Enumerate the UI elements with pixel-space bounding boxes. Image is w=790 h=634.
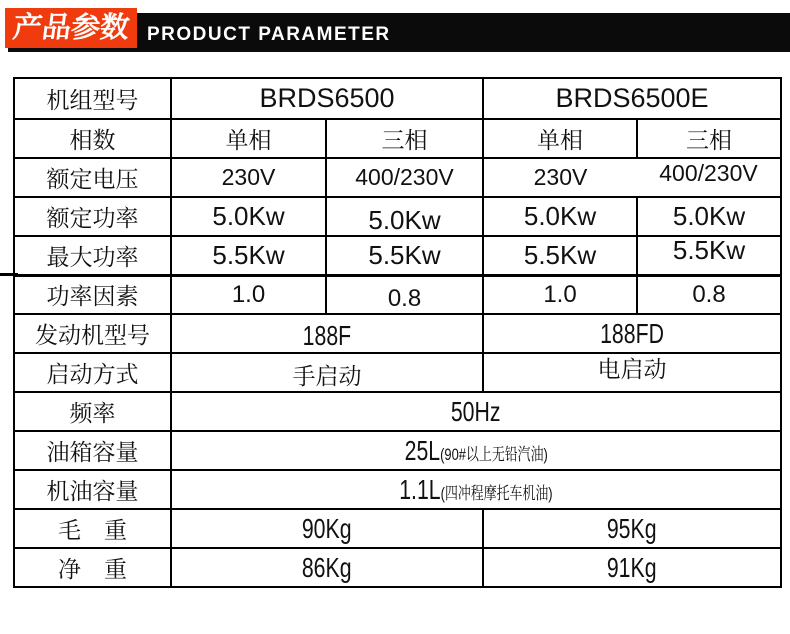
param-value [483, 353, 781, 392]
table-row-max-power [14, 236, 781, 275]
param-value-text: 90Kg [302, 512, 352, 544]
param-value: 三相 [637, 119, 781, 158]
table-row-engine-model [14, 314, 781, 353]
param-value: 400/230V [326, 158, 483, 197]
param-value-text [399, 473, 553, 505]
param-value-main: 1.1L [399, 473, 441, 505]
param-label: 净 重 [14, 548, 171, 587]
param-value-text: 400/230V [659, 160, 758, 186]
param-label: 油箱容量 [14, 431, 171, 470]
param-value-text: 188F [302, 319, 352, 351]
param-value: BRDS6500E [483, 78, 781, 119]
param-value [483, 314, 781, 353]
table-row-net-weight [14, 548, 781, 587]
param-value [637, 158, 781, 197]
param-value [483, 548, 781, 587]
header-banner-text: PRODUCT PARAMETER [147, 24, 391, 45]
param-value-text [404, 434, 548, 466]
param-value [326, 197, 483, 236]
param-value-text: 50Hz [451, 395, 501, 427]
param-value-text: 手启动 [292, 363, 362, 389]
spec-table [13, 77, 782, 588]
param-value-text: 86Kg [302, 551, 352, 583]
param-value: 5.5Kw [483, 236, 637, 275]
param-value [171, 392, 781, 431]
param-value: 单相 [483, 119, 637, 158]
param-value [171, 470, 781, 509]
param-value: 5.0Kw [637, 197, 781, 236]
header-badge-text: 产品参数 [11, 11, 132, 44]
table-row-power-factor [14, 275, 781, 314]
param-value [171, 353, 483, 392]
param-value [171, 548, 483, 587]
param-label: 频率 [14, 392, 171, 431]
param-label: 最大功率 [14, 236, 171, 275]
param-value: 230V [171, 158, 326, 197]
param-value: 5.5Kw [171, 236, 326, 275]
table-row-oil-capacity [14, 470, 781, 509]
param-value [171, 314, 483, 353]
table-row-phase [14, 119, 781, 158]
param-label: 额定功率 [14, 197, 171, 236]
param-value-text: 188FD [600, 317, 664, 349]
param-value [171, 509, 483, 548]
param-label: 相数 [14, 119, 171, 158]
table-row-gross-weight [14, 509, 781, 548]
param-value-text: 91Kg [607, 551, 657, 583]
param-value-main: 25L [404, 434, 440, 466]
param-value: 1.0 [483, 275, 637, 314]
param-label: 额定电压 [14, 158, 171, 197]
param-value-text: 5.5Kw [672, 234, 746, 265]
param-value-text: 5.0Kw [368, 205, 441, 235]
table-row-rated-power [14, 197, 781, 236]
param-value-text: 电启动 [597, 356, 667, 382]
param-value: 230V [483, 158, 637, 197]
param-label: 机组型号 [14, 78, 171, 119]
table-row-frequency [14, 392, 781, 431]
param-value: 0.8 [637, 275, 781, 314]
table-row-voltage [14, 158, 781, 197]
param-label: 机油容量 [14, 470, 171, 509]
param-label: 功率因素 [14, 275, 171, 314]
param-value: 5.0Kw [171, 197, 326, 236]
table-row-fuel-capacity [14, 431, 781, 470]
param-value: 1.0 [171, 275, 326, 314]
param-value: 三相 [326, 119, 483, 158]
param-value-text: 0.8 [387, 284, 422, 312]
param-value: 5.0Kw [483, 197, 637, 236]
header-badge [5, 8, 137, 48]
spec-table-wrap [13, 77, 782, 588]
param-value [171, 431, 781, 470]
param-value [326, 275, 483, 314]
param-label: 启动方式 [14, 353, 171, 392]
param-label: 毛 重 [14, 509, 171, 548]
table-row-model [14, 78, 781, 119]
param-value: 5.5Kw [326, 236, 483, 275]
param-value-note: (90#以上无铅汽油) [439, 444, 548, 464]
param-value: 单相 [171, 119, 326, 158]
param-label: 发动机型号 [14, 314, 171, 353]
param-value: BRDS6500 [171, 78, 483, 119]
param-value-note: (四冲程摩托车机油) [440, 483, 553, 503]
param-value [637, 236, 781, 275]
table-row-start-mode [14, 353, 781, 392]
thick-rule-overshoot [0, 273, 18, 276]
param-value-text: 95Kg [607, 512, 657, 544]
param-value [483, 509, 781, 548]
